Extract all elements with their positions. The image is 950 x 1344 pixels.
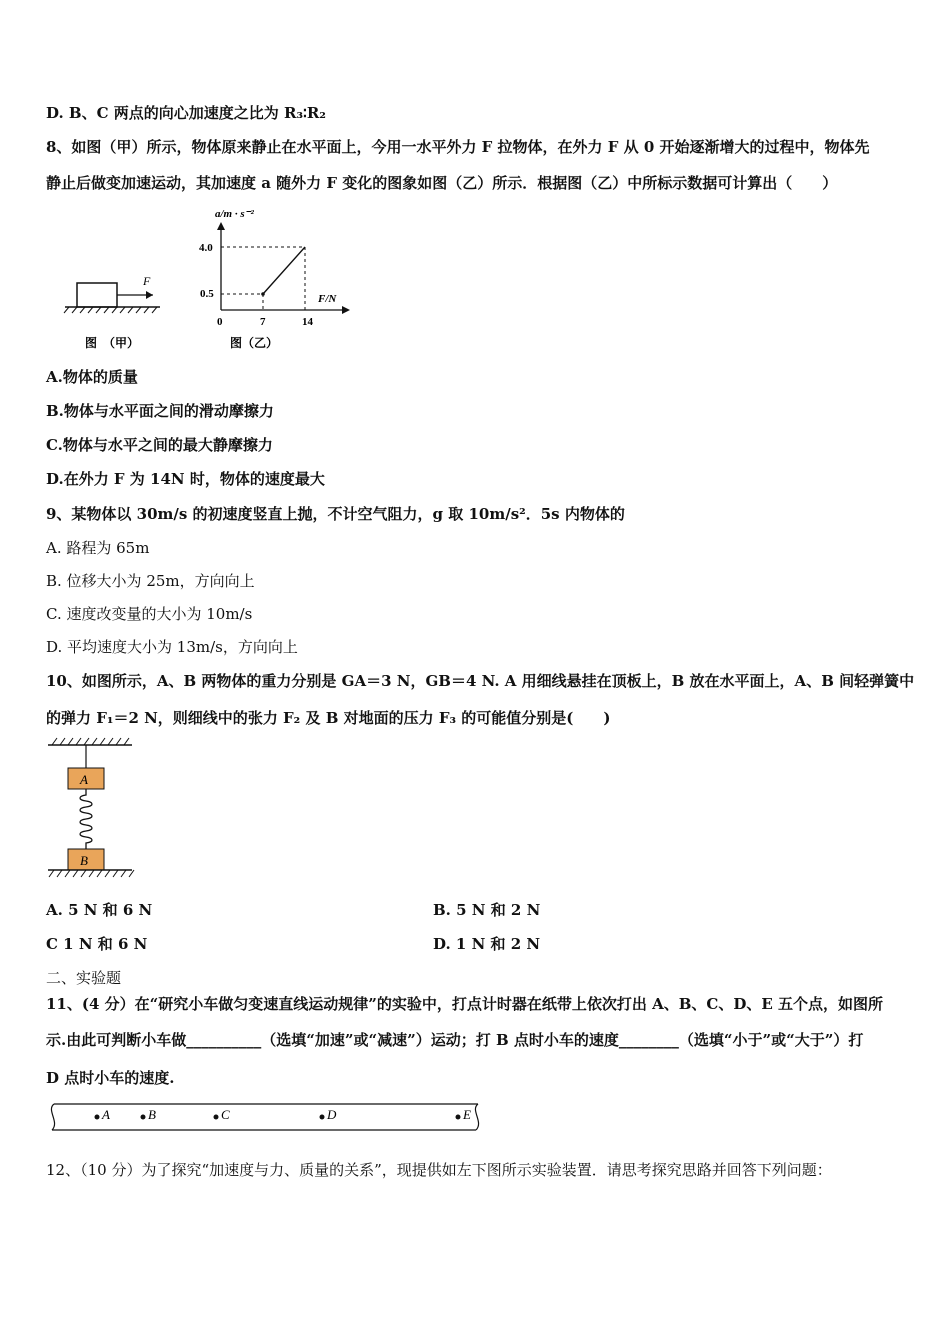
series-line bbox=[263, 247, 305, 294]
q9-option-a: A. 路程为 65m bbox=[46, 539, 150, 557]
section-title: 二、实验题 bbox=[46, 969, 122, 987]
q10-option-d: D. 1 N 和 2 N bbox=[433, 935, 541, 953]
q10-option-c: C 1 N 和 6 N bbox=[46, 935, 148, 953]
q9-option-c: C. 速度改变量的大小为 10m/s bbox=[46, 605, 253, 623]
force-label: F bbox=[143, 274, 151, 288]
tape-point-D bbox=[320, 1115, 325, 1120]
y-axis-label: a/m · s⁻² bbox=[215, 208, 254, 220]
q11-line3: D 点时小车的速度. bbox=[46, 1069, 175, 1087]
q8-stem-line1: 8、如图（甲）所示，物体原来静止在水平面上，今用一水平外力 F 拉物体，在外力 F 从 0 开始逐渐增大的过程中，物体先 bbox=[46, 138, 870, 156]
block-a-label: A bbox=[80, 772, 88, 787]
q11-line1: 11、(4 分）在“研究小车做匀变速直线运动规律”的实验中，打点计时器在纸带上依次打出 A、B、C、D、E 五个点，如图所 bbox=[46, 995, 884, 1013]
data-point-start bbox=[261, 292, 265, 296]
tape-label-E: E bbox=[463, 1107, 471, 1122]
block bbox=[77, 283, 117, 307]
q11-line2: 示.由此可判断小车做__________（选填“加速”或“减速”）运动；打 B 点时小车的速度________（选填“小于”或“大于”）打 bbox=[46, 1031, 864, 1049]
tape-point-A bbox=[95, 1115, 100, 1120]
q8-stem-line2: 静止后做变加速运动，其加速度 a 随外力 F 变化的图象如图（乙）所示．根据图（乙）中所标示数据可计算出（ ） bbox=[46, 174, 838, 192]
q10-stem-line2: 的弹力 F₁＝2 N，则细线中的张力 F₂ 及 B 对地面的压力 F₃ 的可能值分别是( ) bbox=[46, 709, 611, 727]
tape-label-B: B bbox=[148, 1107, 156, 1122]
q9-option-b: B. 位移大小为 25m，方向向上 bbox=[46, 572, 255, 590]
q8-option-b: B.物体与水平面之间的滑动摩擦力 bbox=[46, 402, 274, 420]
tape-label-C: C bbox=[221, 1107, 230, 1122]
q8-option-a: A.物体的质量 bbox=[46, 368, 138, 386]
figure-jia-caption: 图 （甲） bbox=[85, 336, 140, 350]
q9-stem: 9、某物体以 30m/s 的初速度竖直上抛，不计空气阻力，g 取 10m/s²．5s 内物体的 bbox=[46, 505, 625, 523]
q10-stem-line1: 10、如图所示，A、B 两物体的重力分别是 GA＝3 N，GB＝4 N. A 用细线悬挂在顶板上，B 放在水平面上，A、B 间轻弹簧中 bbox=[46, 672, 915, 690]
x-tick-14: 14 bbox=[302, 316, 313, 328]
y-tick-4.0: 4.0 bbox=[199, 242, 213, 254]
tape-point-C bbox=[214, 1115, 219, 1120]
q8-option-d: D.在外力 F 为 14N 时，物体的速度最大 bbox=[46, 470, 325, 488]
tape-point-B bbox=[141, 1115, 146, 1120]
paper-tape bbox=[44, 1100, 494, 1134]
x-tick-7: 7 bbox=[260, 316, 266, 328]
tape-label-A: A bbox=[102, 1107, 110, 1122]
q12-stem: 12、（10 分）为了探究“加速度与力、质量的关系”，现提供如左下图所示实验装置．请思考探究思路并回答下列问题： bbox=[46, 1161, 832, 1179]
q9-option-d: D. 平均速度大小为 13m/s，方向向上 bbox=[46, 638, 298, 656]
x-axis-label: F/N bbox=[318, 293, 337, 305]
q7-option-d: D. B、C 两点的向心加速度之比为 R₃∶R₂ bbox=[46, 104, 326, 122]
block-b-label: B bbox=[80, 853, 88, 868]
x-tick-0: 0 bbox=[217, 316, 223, 328]
figure-yi-caption: 图（乙） bbox=[230, 336, 279, 350]
y-tick-0.5: 0.5 bbox=[200, 288, 214, 300]
spring bbox=[80, 789, 92, 849]
tape-label-D: D bbox=[327, 1107, 337, 1122]
q8-option-c: C.物体与水平之间的最大静摩擦力 bbox=[46, 436, 273, 454]
figure-jia bbox=[55, 265, 165, 355]
tape-point-E bbox=[456, 1115, 461, 1120]
q10-option-a: A. 5 N 和 6 N bbox=[46, 901, 153, 919]
figure-yi-chart bbox=[195, 205, 355, 355]
q10-option-b: B. 5 N 和 2 N bbox=[433, 901, 541, 919]
q10-figure bbox=[44, 735, 139, 885]
